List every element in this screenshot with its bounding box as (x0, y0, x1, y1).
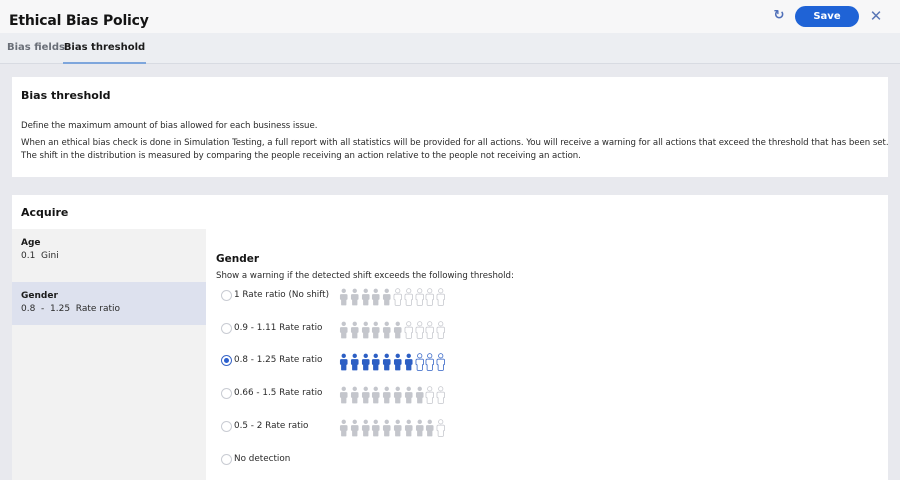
person-filled-icon (404, 353, 414, 371)
option-label: No detection (234, 454, 291, 464)
radio-button[interactable] (221, 290, 232, 301)
detail-description: Show a warning if the detected shift exceeds the following threshold: (216, 271, 514, 281)
intro-text-3: The shift in the distribution is measured by comparing the people receiving an action relative to the people not receiving an action. (21, 151, 581, 161)
intro-text-2: When an ethical bias check is done in Simulation Testing, a full report with all statistics will be provided for all actions. You will receive a warning for all actions that exceed the threshold that has been set. (21, 138, 889, 148)
person-filled-icon (393, 321, 403, 339)
person-filled-icon (393, 386, 403, 404)
person-filled-icon (425, 419, 435, 437)
person-filled-icon (371, 288, 381, 306)
people-indicator (339, 353, 446, 371)
tab-bar (0, 33, 900, 64)
radio-button[interactable] (221, 454, 232, 465)
person-filled-icon (361, 419, 371, 437)
people-indicator (339, 288, 446, 306)
people-indicator (339, 386, 446, 404)
person-filled-icon (361, 386, 371, 404)
list-item-age[interactable] (12, 229, 206, 272)
person-filled-icon (350, 353, 360, 371)
save-button[interactable]: Save (795, 6, 859, 27)
person-filled-icon (339, 353, 349, 371)
person-outline-icon (436, 353, 446, 371)
tab-bias-fields[interactable]: Bias fields (7, 42, 65, 53)
field-name: Age (21, 238, 41, 248)
person-outline-icon (436, 288, 446, 306)
person-outline-icon (415, 353, 425, 371)
person-filled-icon (361, 353, 371, 371)
person-filled-icon (382, 419, 392, 437)
person-filled-icon (393, 353, 403, 371)
issue-heading: Acquire (21, 206, 69, 219)
issue-card (12, 195, 888, 480)
intro-card (12, 77, 888, 177)
person-outline-icon (425, 321, 435, 339)
close-icon[interactable]: ✕ (869, 7, 883, 25)
person-filled-icon (382, 386, 392, 404)
tab-bias-threshold[interactable]: Bias threshold (63, 33, 146, 63)
person-outline-icon (415, 288, 425, 306)
people-indicator (339, 321, 446, 339)
person-outline-icon (425, 288, 435, 306)
radio-button[interactable] (221, 388, 232, 399)
person-outline-icon (393, 288, 403, 306)
person-outline-icon (436, 321, 446, 339)
person-filled-icon (350, 386, 360, 404)
person-filled-icon (371, 386, 381, 404)
person-filled-icon (339, 386, 349, 404)
radio-button[interactable] (221, 323, 232, 334)
bias-field-list (12, 229, 206, 480)
person-outline-icon (404, 288, 414, 306)
option-label: 0.8 - 1.25 Rate ratio (234, 355, 323, 365)
radio-button[interactable] (221, 355, 232, 366)
person-filled-icon (339, 321, 349, 339)
person-outline-icon (425, 353, 435, 371)
field-name: Gender (21, 291, 58, 301)
radio-button[interactable] (221, 421, 232, 432)
person-filled-icon (371, 419, 381, 437)
threshold-panel (216, 195, 888, 480)
header-bar (0, 0, 900, 33)
intro-heading: Bias threshold (21, 89, 111, 102)
people-indicator (339, 419, 446, 437)
person-filled-icon (415, 419, 425, 437)
person-filled-icon (415, 386, 425, 404)
option-label: 1 Rate ratio (No shift) (234, 290, 330, 300)
person-filled-icon (371, 321, 381, 339)
person-filled-icon (350, 419, 360, 437)
detail-heading: Gender (216, 253, 260, 265)
option-label: 0.9 - 1.11 Rate ratio (234, 323, 323, 333)
person-outline-icon (436, 419, 446, 437)
person-filled-icon (361, 321, 371, 339)
person-filled-icon (382, 288, 392, 306)
person-outline-icon (425, 386, 435, 404)
person-filled-icon (339, 288, 349, 306)
person-filled-icon (404, 419, 414, 437)
page-title: Ethical Bias Policy (9, 13, 149, 29)
person-filled-icon (404, 386, 414, 404)
list-item-gender[interactable] (12, 282, 206, 325)
refresh-icon[interactable]: ↻ (773, 8, 785, 23)
person-filled-icon (361, 288, 371, 306)
person-filled-icon (393, 419, 403, 437)
person-outline-icon (404, 321, 414, 339)
field-value: 0.1 Gini (21, 251, 59, 261)
person-filled-icon (350, 288, 360, 306)
person-filled-icon (350, 321, 360, 339)
field-value: 0.8 - 1.25 Rate ratio (21, 304, 121, 314)
person-outline-icon (436, 386, 446, 404)
person-filled-icon (382, 353, 392, 371)
person-filled-icon (382, 321, 392, 339)
intro-text-1: Define the maximum amount of bias allowed for each business issue. (21, 121, 318, 131)
person-outline-icon (415, 321, 425, 339)
option-label: 0.66 - 1.5 Rate ratio (234, 388, 323, 398)
person-filled-icon (339, 419, 349, 437)
option-label: 0.5 - 2 Rate ratio (234, 421, 309, 431)
person-filled-icon (371, 353, 381, 371)
